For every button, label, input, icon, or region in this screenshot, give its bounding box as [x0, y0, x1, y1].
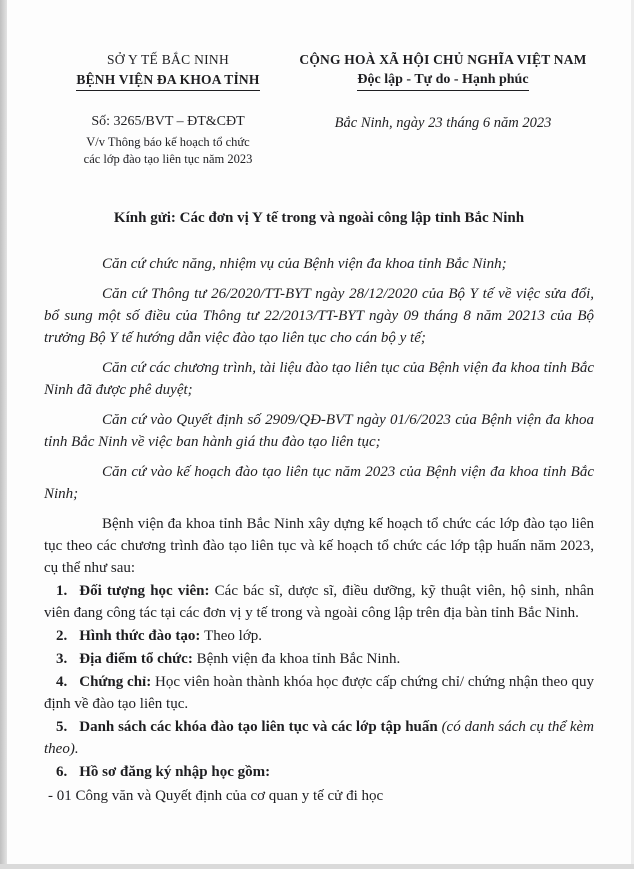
list-item [44, 716, 594, 760]
legal-basis-paragraph: Căn cứ vào kế hoạch đào tạo liên tục năm 2023 của Bệnh viện đa khoa tỉnh Bắc Ninh; [44, 464, 594, 502]
org-name: BỆNH VIỆN ĐA KHOA TỈNH [76, 72, 259, 91]
item-number: 5. [56, 719, 68, 735]
list-item [44, 671, 594, 715]
national-motto-line-2: Độc lập - Tự do - Hạnh phúc [357, 72, 528, 91]
item-text: Theo lớp. [204, 628, 263, 644]
item-label: Địa điểm tổ chức: [79, 651, 197, 667]
document-content [44, 52, 594, 807]
page-edge-bottom [0, 864, 634, 869]
national-motto-wrap [292, 68, 594, 91]
document-body [44, 253, 594, 807]
item-number: 2. [56, 628, 68, 644]
agency-name: SỞ Y TẾ BẮC NINH [106, 52, 230, 67]
item-text: Học viên hoàn thành khóa học được cấp chứng chỉ/ chứng nhận theo quy định về đào tạo liên tục. [44, 674, 594, 712]
header-issuing-org [44, 52, 292, 168]
subject-line-2: các lớp đào tạo liên tục năm 2023 [83, 152, 253, 166]
item-label: Đối tượng học viên: [79, 583, 215, 599]
item-text: Bệnh viện đa khoa tỉnh Bắc Ninh. [196, 651, 401, 667]
salutation: Kính gửi: Các đơn vị Y tế trong và ngoài công lập tỉnh Bắc Ninh [113, 210, 525, 226]
legal-basis-paragraph: Căn cứ các chương trình, tài liệu đào tạo liên tục của Bệnh viện đa khoa tỉnh Bắc Ninh đã được phê duyệt; [44, 360, 594, 398]
item-label: Hình thức đào tạo: [79, 628, 205, 644]
document-subject [44, 134, 292, 168]
item-number: 1. [56, 583, 68, 599]
item-text: Các bác sĩ, dược sĩ, điều dưỡng, kỹ thuật viên, hộ sinh, nhân viên đang công tác tại các đơn vị y tế trong và ngoài công lập trên địa bàn tỉnh Bắc Ninh. [44, 583, 594, 621]
attachment-note: - 01 Công văn và Quyết định của cơ quan y tế cử đi học [48, 788, 384, 804]
item-label: Chứng chỉ: [79, 674, 156, 690]
header-national-motto [292, 52, 594, 168]
intro-paragraph: Bệnh viện đa khoa tỉnh Bắc Ninh xây dựng kế hoạch tổ chức các lớp đào tạo liên tục theo các chương trình đào tạo liên tục và kế hoạch tổ chức các lớp tập huấn năm 2023, cụ thể như sau: [44, 516, 594, 576]
org-name-wrap [44, 68, 292, 91]
list-item [44, 625, 594, 647]
item-label: Hồ sơ đăng ký nhập học gồm: [79, 764, 271, 780]
legal-basis-paragraph: Căn cứ chức năng, nhiệm vụ của Bệnh viện đa khoa tỉnh Bắc Ninh; [102, 256, 507, 272]
document-header [44, 52, 594, 168]
list-item [44, 761, 594, 783]
item-number: 3. [56, 651, 68, 667]
national-motto-line-1: CỘNG HOÀ XÃ HỘI CHỦ NGHĨA VIỆT NAM [299, 52, 587, 67]
list-item [44, 580, 594, 624]
legal-basis-paragraph: Căn cứ Thông tư 26/2020/TT-BYT ngày 28/12/2020 của Bộ Y tế về việc sửa đổi, bổ sung một số điều của Thông tư 22/2013/TT-BYT ngày 09 tháng 8 năm 20213 của Bộ trưởng Bộ Y tế hướng dẫn việc đào tạo liên tục cho cán bộ y tế; [44, 286, 594, 346]
item-label: Danh sách các khóa đào tạo liên tục và các lớp tập huấn [79, 719, 442, 735]
item-number: 4. [56, 674, 68, 690]
page-edge-left [0, 0, 7, 869]
place-and-date: Bắc Ninh, ngày 23 tháng 6 năm 2023 [334, 115, 552, 131]
list-item [44, 648, 594, 670]
item-number: 6. [56, 764, 68, 780]
subject-line-1: V/v Thông báo kế hoạch tổ chức [86, 135, 250, 149]
legal-basis-paragraph: Căn cứ vào Quyết định số 2909/QĐ-BVT ngày 01/6/2023 của Bệnh viện đa khoa tỉnh Bắc Ninh về việc ban hành giá thu đào tạo liên tục; [44, 412, 594, 450]
item-note: (có danh sách cụ thể kèm theo). [44, 719, 594, 757]
document-number: Số: 3265/BVT – ĐT&CĐT [91, 114, 245, 129]
